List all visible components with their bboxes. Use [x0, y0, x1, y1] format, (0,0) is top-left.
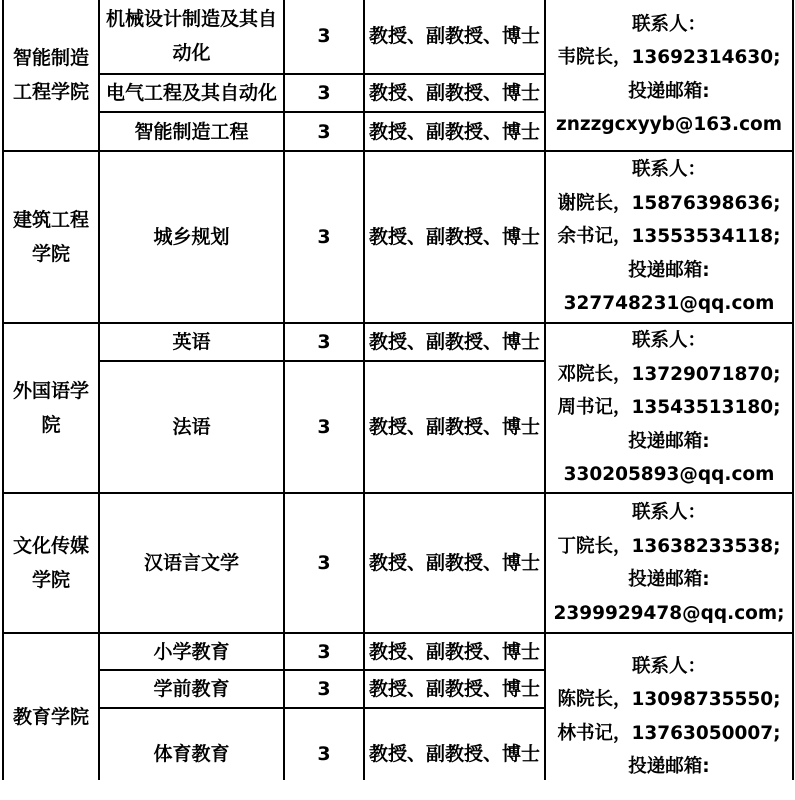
major-cell [99, 493, 284, 633]
count-cell: 3 [317, 25, 331, 47]
title-requirement-cell: 教授、副教授、博士 [368, 82, 540, 104]
contact-cell-line: 投递邮箱: [628, 430, 710, 452]
contact-cell-line: 韦院长，13692314630; [557, 47, 781, 68]
contact-cell-line: 丁院长，13638233538; [557, 535, 781, 557]
contact-cell [545, 151, 793, 323]
major-cell-line: 体育教育 [153, 743, 230, 765]
title-requirement-cell: 教授、副教授、博士 [368, 226, 540, 248]
college-name-cell-line: 工程学院 [12, 80, 89, 103]
college-name-cell-line: 建筑工程 [12, 209, 89, 231]
major-cell [99, 151, 284, 323]
college-name-cell [3, 493, 99, 633]
contact-cell-line: 联系人： [631, 502, 706, 523]
count-cell: 3 [317, 416, 331, 438]
college-name-cell-line: 智能制造 [12, 46, 89, 69]
count-cell: 3 [317, 640, 331, 663]
major-cell-line: 智能制造工程 [134, 120, 249, 143]
count-cell: 3 [317, 331, 331, 353]
contact-cell-line: 联系人： [631, 159, 706, 181]
title-requirement-cell: 教授、副教授、博士 [368, 331, 540, 353]
contact-cell-line: 谢院长，15876398636; [557, 192, 781, 214]
count-cell: 3 [317, 226, 331, 248]
major-cell [99, 670, 284, 708]
college-name-cell-line: 学院 [31, 243, 70, 265]
major-cell [99, 323, 284, 361]
contact-cell-line: 投递邮箱: [628, 80, 710, 102]
title-requirement-cell: 教授、副教授、博士 [368, 678, 540, 700]
contact-cell-line: 投递邮箱: [628, 756, 710, 777]
column-divider [544, 0, 546, 780]
count-cell: 3 [317, 120, 331, 143]
count-cell: 3 [317, 678, 331, 700]
college-name-cell [3, 0, 99, 151]
major-cell-line: 法语 [172, 416, 211, 438]
college-name-cell [3, 151, 99, 323]
college-name-cell-line: 院 [41, 414, 61, 436]
major-cell [99, 0, 284, 74]
title-requirement-cell: 教授、副教授、博士 [368, 640, 540, 663]
contact-cell-line: 投递邮箱: [628, 259, 710, 281]
contact-cell-line: 327748231@qq.com [563, 293, 775, 315]
contact-cell [545, 493, 793, 633]
college-name-cell-line: 外国语学 [12, 380, 89, 402]
contact-cell [545, 633, 793, 800]
major-cell [99, 708, 284, 800]
major-cell-line: 电气工程及其自动化 [105, 82, 277, 104]
college-name-cell [3, 633, 99, 800]
contact-cell [545, 0, 793, 151]
contact-cell-line: znzzgcxyyb@163.com [555, 114, 783, 135]
major-cell [99, 361, 284, 493]
contact-cell-line: 陈院长，13098735550; [557, 689, 781, 710]
title-requirement-cell: 教授、副教授、博士 [368, 120, 540, 143]
column-divider [98, 0, 100, 780]
contact-cell-line: 余书记，13553534118; [557, 226, 781, 248]
college-name-cell [3, 323, 99, 493]
title-requirement-cell: 教授、副教授、博士 [368, 552, 540, 574]
contact-cell-line: 林书记，13763050007; [557, 722, 781, 744]
column-divider [283, 0, 285, 780]
contact-cell [545, 323, 793, 493]
title-requirement-cell: 教授、副教授、博士 [368, 25, 540, 47]
contact-cell-line: 周书记，13543513180; [557, 397, 781, 419]
major-cell-line: 动化 [172, 42, 211, 64]
major-cell-line: 汉语言文学 [143, 552, 239, 574]
major-cell-line: 机械设计制造及其自 [105, 8, 277, 30]
count-cell: 3 [317, 82, 331, 104]
column-divider [363, 0, 365, 780]
college-name-cell-line: 学院 [31, 569, 70, 591]
column-divider [792, 0, 794, 780]
contact-cell-line: 2399929478@qq.com; [553, 602, 785, 624]
count-cell: 3 [317, 552, 331, 574]
contact-cell-line: 投递邮箱: [628, 569, 710, 590]
contact-cell-line: 联系人： [631, 13, 706, 35]
count-cell: 3 [317, 743, 331, 765]
college-name-cell-line: 文化传媒 [12, 535, 89, 557]
major-cell [99, 633, 284, 670]
column-divider [2, 0, 4, 780]
major-cell-line: 小学教育 [153, 640, 230, 663]
major-cell-line: 英语 [172, 331, 211, 353]
contact-cell-line: 330205893@qq.com [563, 464, 775, 486]
title-requirement-cell: 教授、副教授、博士 [368, 743, 540, 765]
major-cell-line: 学前教育 [153, 678, 230, 700]
major-cell-line: 城乡规划 [153, 226, 230, 248]
major-cell [99, 112, 284, 151]
college-name-cell-line: 教育学院 [12, 705, 89, 728]
contact-cell-line: 联系人： [631, 330, 706, 352]
contact-cell-line: 邓院长，13729071870; [557, 363, 781, 385]
contact-cell-line: 联系人： [631, 655, 706, 677]
major-cell [99, 74, 284, 112]
title-requirement-cell: 教授、副教授、博士 [368, 416, 540, 438]
